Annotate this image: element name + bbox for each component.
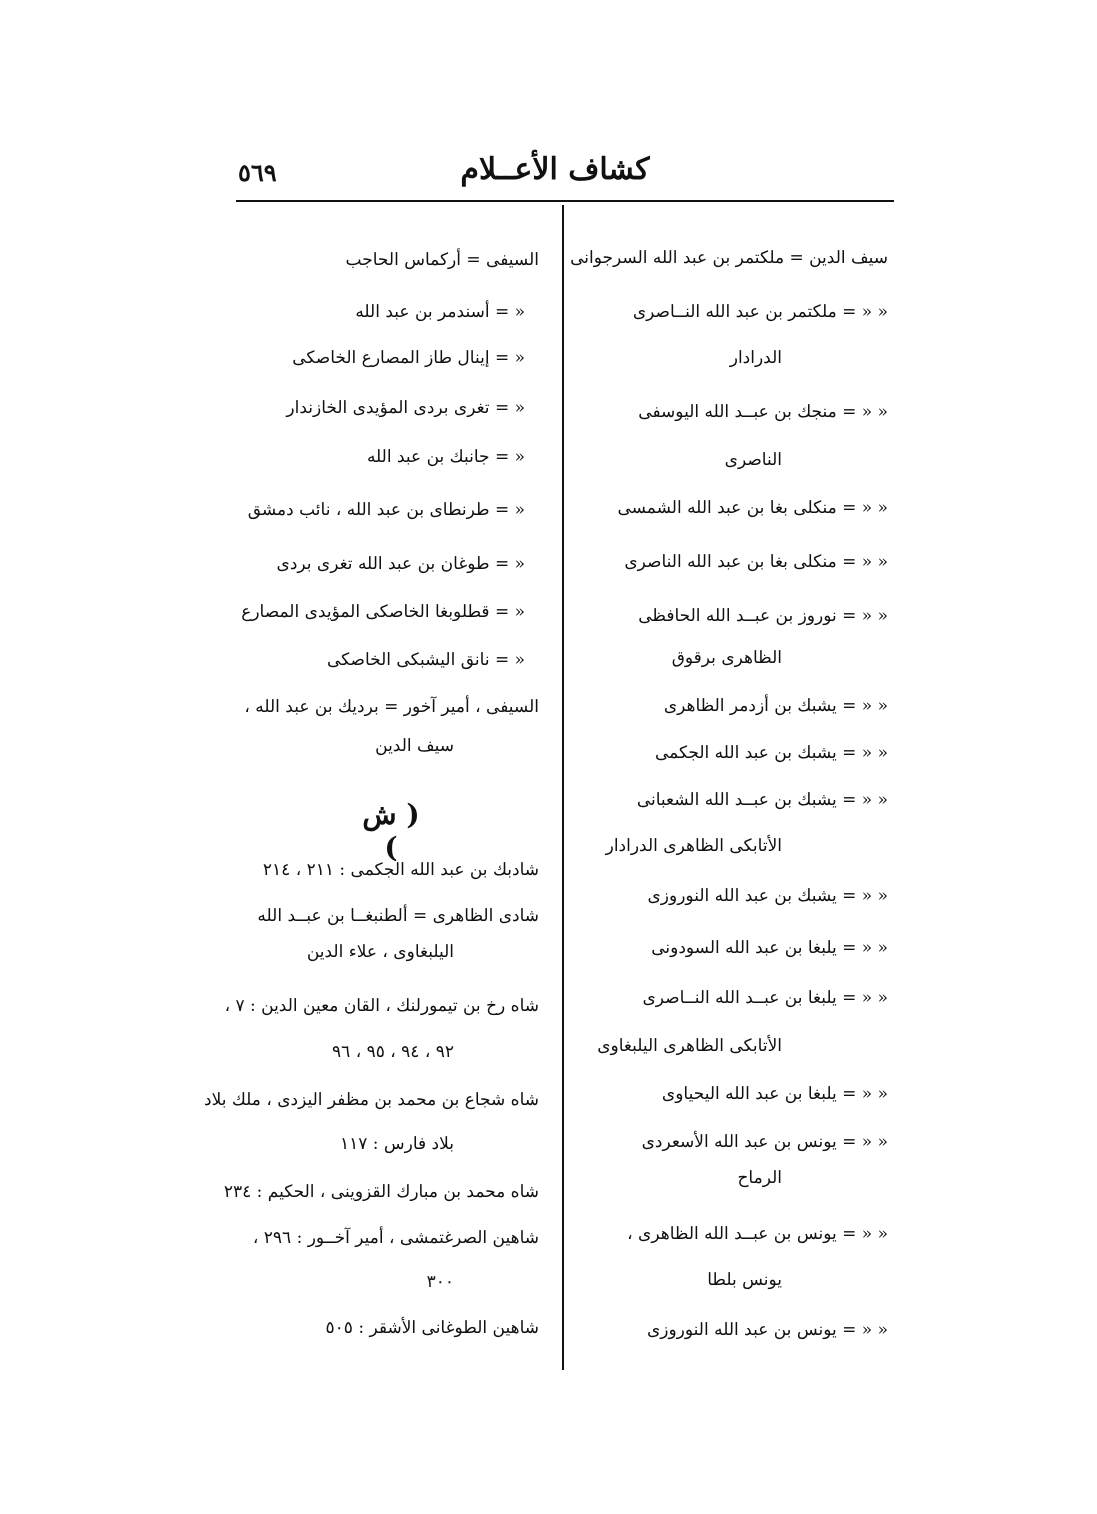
index-entry-continuation: الرماح	[737, 1168, 782, 1188]
index-entry-continuation: الظاهرى برقوق	[671, 648, 782, 668]
index-entry-continuation: الأتابكى الظاهرى اليلبغاوى	[597, 1036, 782, 1056]
index-entry: « = إينال طاز المصارع الخاصكى	[292, 348, 525, 368]
index-entry: « « = ملكتمر بن عبد الله النــاصرى	[632, 302, 888, 322]
index-entry: « « = يلبغا بن عبد الله السودونى	[651, 938, 888, 958]
index-entry: شاه شجاع بن محمد بن مظفر اليزدى ، ملك بلاد	[204, 1090, 539, 1110]
index-entry: « = طرنطاى بن عبد الله ، نائب دمشق	[247, 500, 525, 520]
index-entry: « = نانق اليشبكى الخاصكى	[326, 650, 525, 670]
index-entry: شاهين الصرغتمشى ، أمير آخــور : ٢٩٦ ،	[252, 1228, 539, 1248]
index-entry: « « = نوروز بن عبــد الله الحافظى	[638, 606, 888, 626]
index-entry: شاهين الطوغانى الأشقر : ٥٠٥	[325, 1318, 539, 1338]
index-entry: « « = منجك بن عبــد الله اليوسفى	[638, 402, 888, 422]
index-entry: شادى الظاهرى = ألطنبغــا بن عبــد الله	[257, 906, 539, 926]
index-entry-continuation: سيف الدين	[375, 736, 454, 756]
section-heading: ( ش )	[362, 798, 420, 864]
index-entry: شاه رخ بن تيمورلنك ، القان معين الدين : ٧ ،	[224, 996, 539, 1016]
index-entry: « = طوغان بن عبد الله تغرى بردى	[276, 554, 525, 574]
page-number: ٥٦٩	[238, 158, 277, 187]
index-entry: « « = يونس بن عبد الله النوروزى	[646, 1320, 888, 1340]
index-entry: « « = منكلى بغا بن عبد الله الناصرى	[624, 552, 888, 572]
index-entry: « « = يونس بن عبد الله الأسعردى	[641, 1132, 888, 1152]
index-entry-continuation: اليلبغاوى ، علاء الدين	[306, 942, 454, 962]
column-rule	[562, 205, 564, 1370]
index-entry: شادبك بن عبد الله الجكمى : ٢١١ ، ٢١٤	[262, 860, 539, 880]
index-entry: سيف الدين = ملكتمر بن عبد الله السرجوانى	[570, 248, 888, 268]
index-entry: « « = يلبغا بن عبــد الله النــاصرى	[642, 988, 888, 1008]
index-entry: « « = يشبك بن عبد الله الجكمى	[654, 743, 888, 763]
index-entry: « = تغرى بردى المؤيدى الخازندار	[286, 398, 525, 418]
index-entry: « « = منكلى بغا بن عبد الله الشمسى	[617, 498, 888, 518]
index-entry: « « = يونس بن عبــد الله الظاهرى ،	[627, 1224, 888, 1244]
index-entry-continuation: الأتابكى الظاهرى الدرادار	[605, 836, 782, 856]
index-entry-continuation: ٩٢ ، ٩٤ ، ٩٥ ، ٩٦	[332, 1042, 454, 1062]
index-entry: شاه محمد بن مبارك القزوينى ، الحكيم : ٢٣٤	[223, 1182, 539, 1202]
index-entry: « « = يلبغا بن عبد الله اليحياوى	[661, 1084, 888, 1104]
index-entry: السيفى ، أمير آخور = برديك بن عبد الله ،	[244, 697, 539, 717]
index-entry-continuation: بلاد فارس : ١١٧	[339, 1134, 454, 1154]
index-entry: « = قطلوبغا الخاصكى المؤيدى المصارع	[241, 602, 525, 622]
index-entry: « « = يشبك بن عبــد الله الشعبانى	[636, 790, 888, 810]
index-entry: السيفى = أركماس الحاجب	[345, 250, 539, 270]
index-entry-continuation: ٣٠٠	[426, 1272, 454, 1292]
index-entry-continuation: الدرادار	[729, 348, 782, 368]
index-entry: « « = يشبك بن عبد الله النوروزى	[647, 886, 888, 906]
page-title: كشاف الأعــلام	[460, 152, 650, 187]
index-entry-continuation: الناصرى	[724, 450, 782, 470]
index-entry: « = جانبك بن عبد الله	[366, 447, 525, 467]
header-rule	[236, 200, 894, 202]
index-entry: « = أسندمر بن عبد الله	[355, 302, 525, 322]
index-entry-continuation: يونس بلطا	[707, 1270, 782, 1290]
index-entry: « « = يشبك بن أزدمر الظاهرى	[663, 696, 888, 716]
